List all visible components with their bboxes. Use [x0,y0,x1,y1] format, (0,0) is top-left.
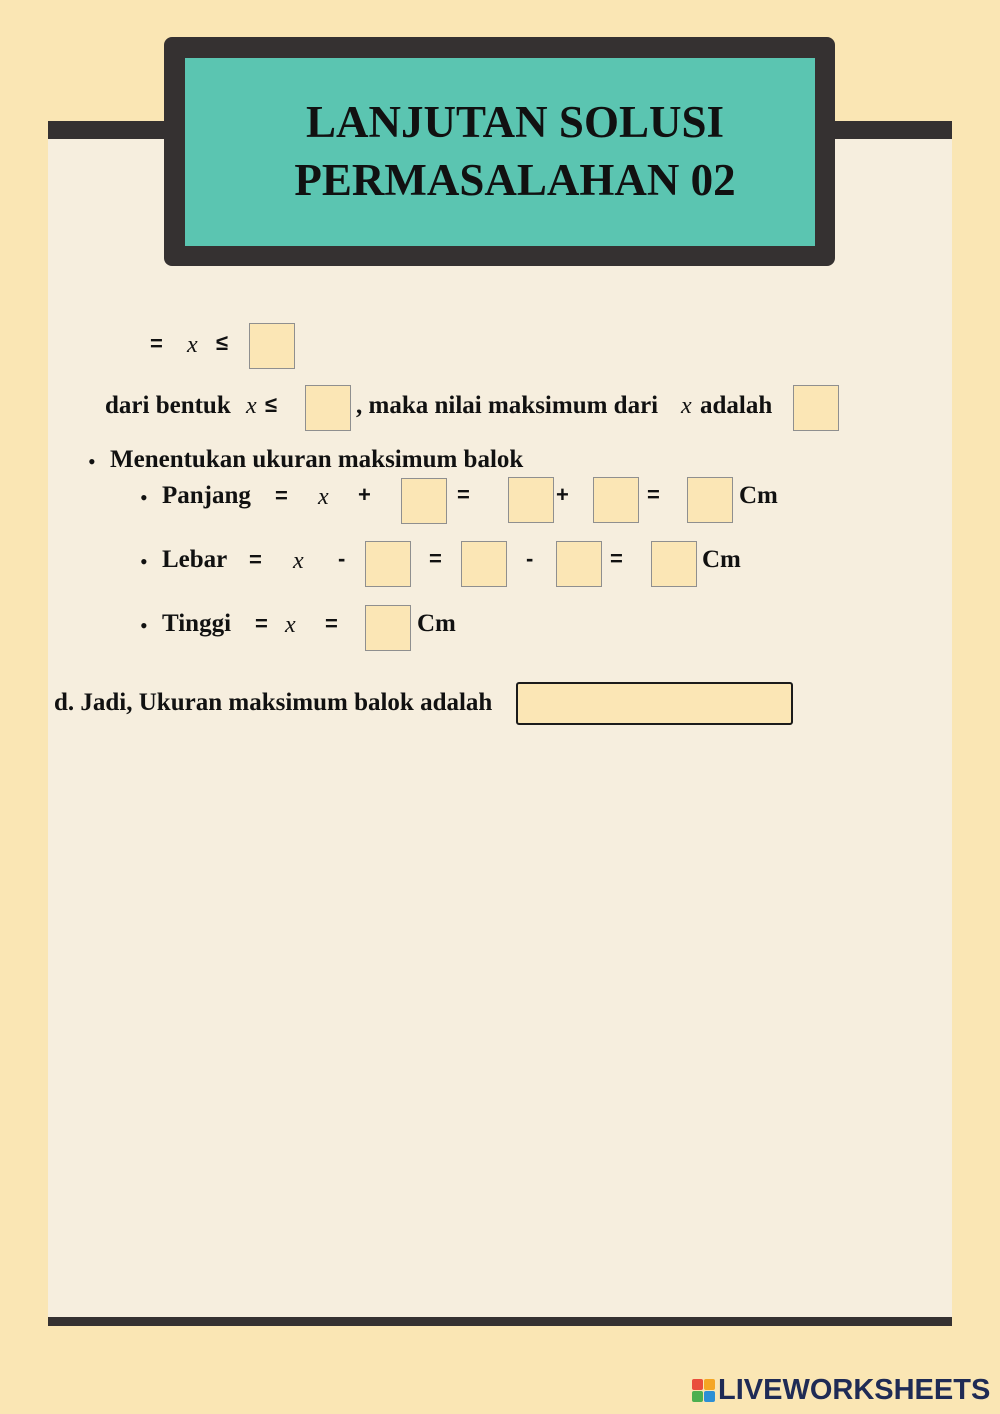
lebar-box-2[interactable] [461,541,507,587]
equals-sign: = [429,546,442,571]
unit-cm: Cm [417,610,456,637]
logo-tile [692,1379,703,1390]
variable-x: x [187,332,198,358]
variable-x: x [681,393,692,419]
line2-suffix: adalah [700,392,773,419]
lebar-label: Lebar [162,546,228,573]
equals-sign: = [255,611,268,636]
title-line-2: PERMASALAHAN 02 [294,155,736,205]
logo-mark-icon [692,1379,715,1402]
bullet: • [140,485,148,510]
bullet: • [140,549,148,574]
bottom-divider [48,1317,952,1326]
plus-sign: + [556,482,569,507]
variable-x: x [318,484,329,510]
answer-box-x-bound-2[interactable] [305,385,351,431]
page-title [185,93,845,209]
bullet: • [140,613,148,638]
bullet: • [88,449,96,474]
answer-box-x-bound[interactable] [249,323,295,369]
lebar-box-3[interactable] [556,541,602,587]
title-line-1: LANJUTAN SOLUSI [305,97,724,147]
lebar-box-result[interactable] [651,541,697,587]
tinggi-label: Tinggi [162,610,232,637]
logo-tile [704,1391,715,1402]
panjang-label: Panjang [162,482,251,509]
equals-sign: = [457,482,470,507]
variable-x: x [285,612,296,638]
equals-sign: = [325,611,338,636]
equals-sign: = [275,483,288,508]
equals-sign: = [647,482,660,507]
worksheet-paper [48,130,952,1326]
line2-middle: , maka nilai maksimum dari [356,392,659,419]
panjang-box-1[interactable] [401,478,447,524]
panjang-box-2[interactable] [508,477,554,523]
logo-tile [692,1391,703,1402]
section-heading: Menentukan ukuran maksimum balok [110,446,524,473]
equals-sign: = [610,546,623,571]
panjang-box-result[interactable] [687,477,733,523]
minus-sign: - [526,546,534,571]
tinggi-box-result[interactable] [365,605,411,651]
line2-prefix: dari bentuk [105,392,231,419]
minus-sign: - [338,546,346,571]
final-answer-field[interactable] [516,682,793,725]
variable-x: x [246,393,257,419]
unit-cm: Cm [739,482,778,509]
less-equal-sign: ≤ [265,392,278,417]
less-equal-sign: ≤ [216,330,229,355]
logo-tile [704,1379,715,1390]
panjang-box-3[interactable] [593,477,639,523]
liveworksheets-logo[interactable] [692,1375,990,1405]
equals-sign: = [249,547,262,572]
variable-x: x [293,548,304,574]
answer-box-max-x[interactable] [793,385,839,431]
plus-sign: + [358,482,371,507]
lebar-box-1[interactable] [365,541,411,587]
unit-cm: Cm [702,546,741,573]
logo-text: LIVEWORKSHEETS [718,1373,991,1406]
conclusion-text: d. Jadi, Ukuran maksimum balok adalah [54,689,493,716]
equals-sign: = [150,331,163,356]
